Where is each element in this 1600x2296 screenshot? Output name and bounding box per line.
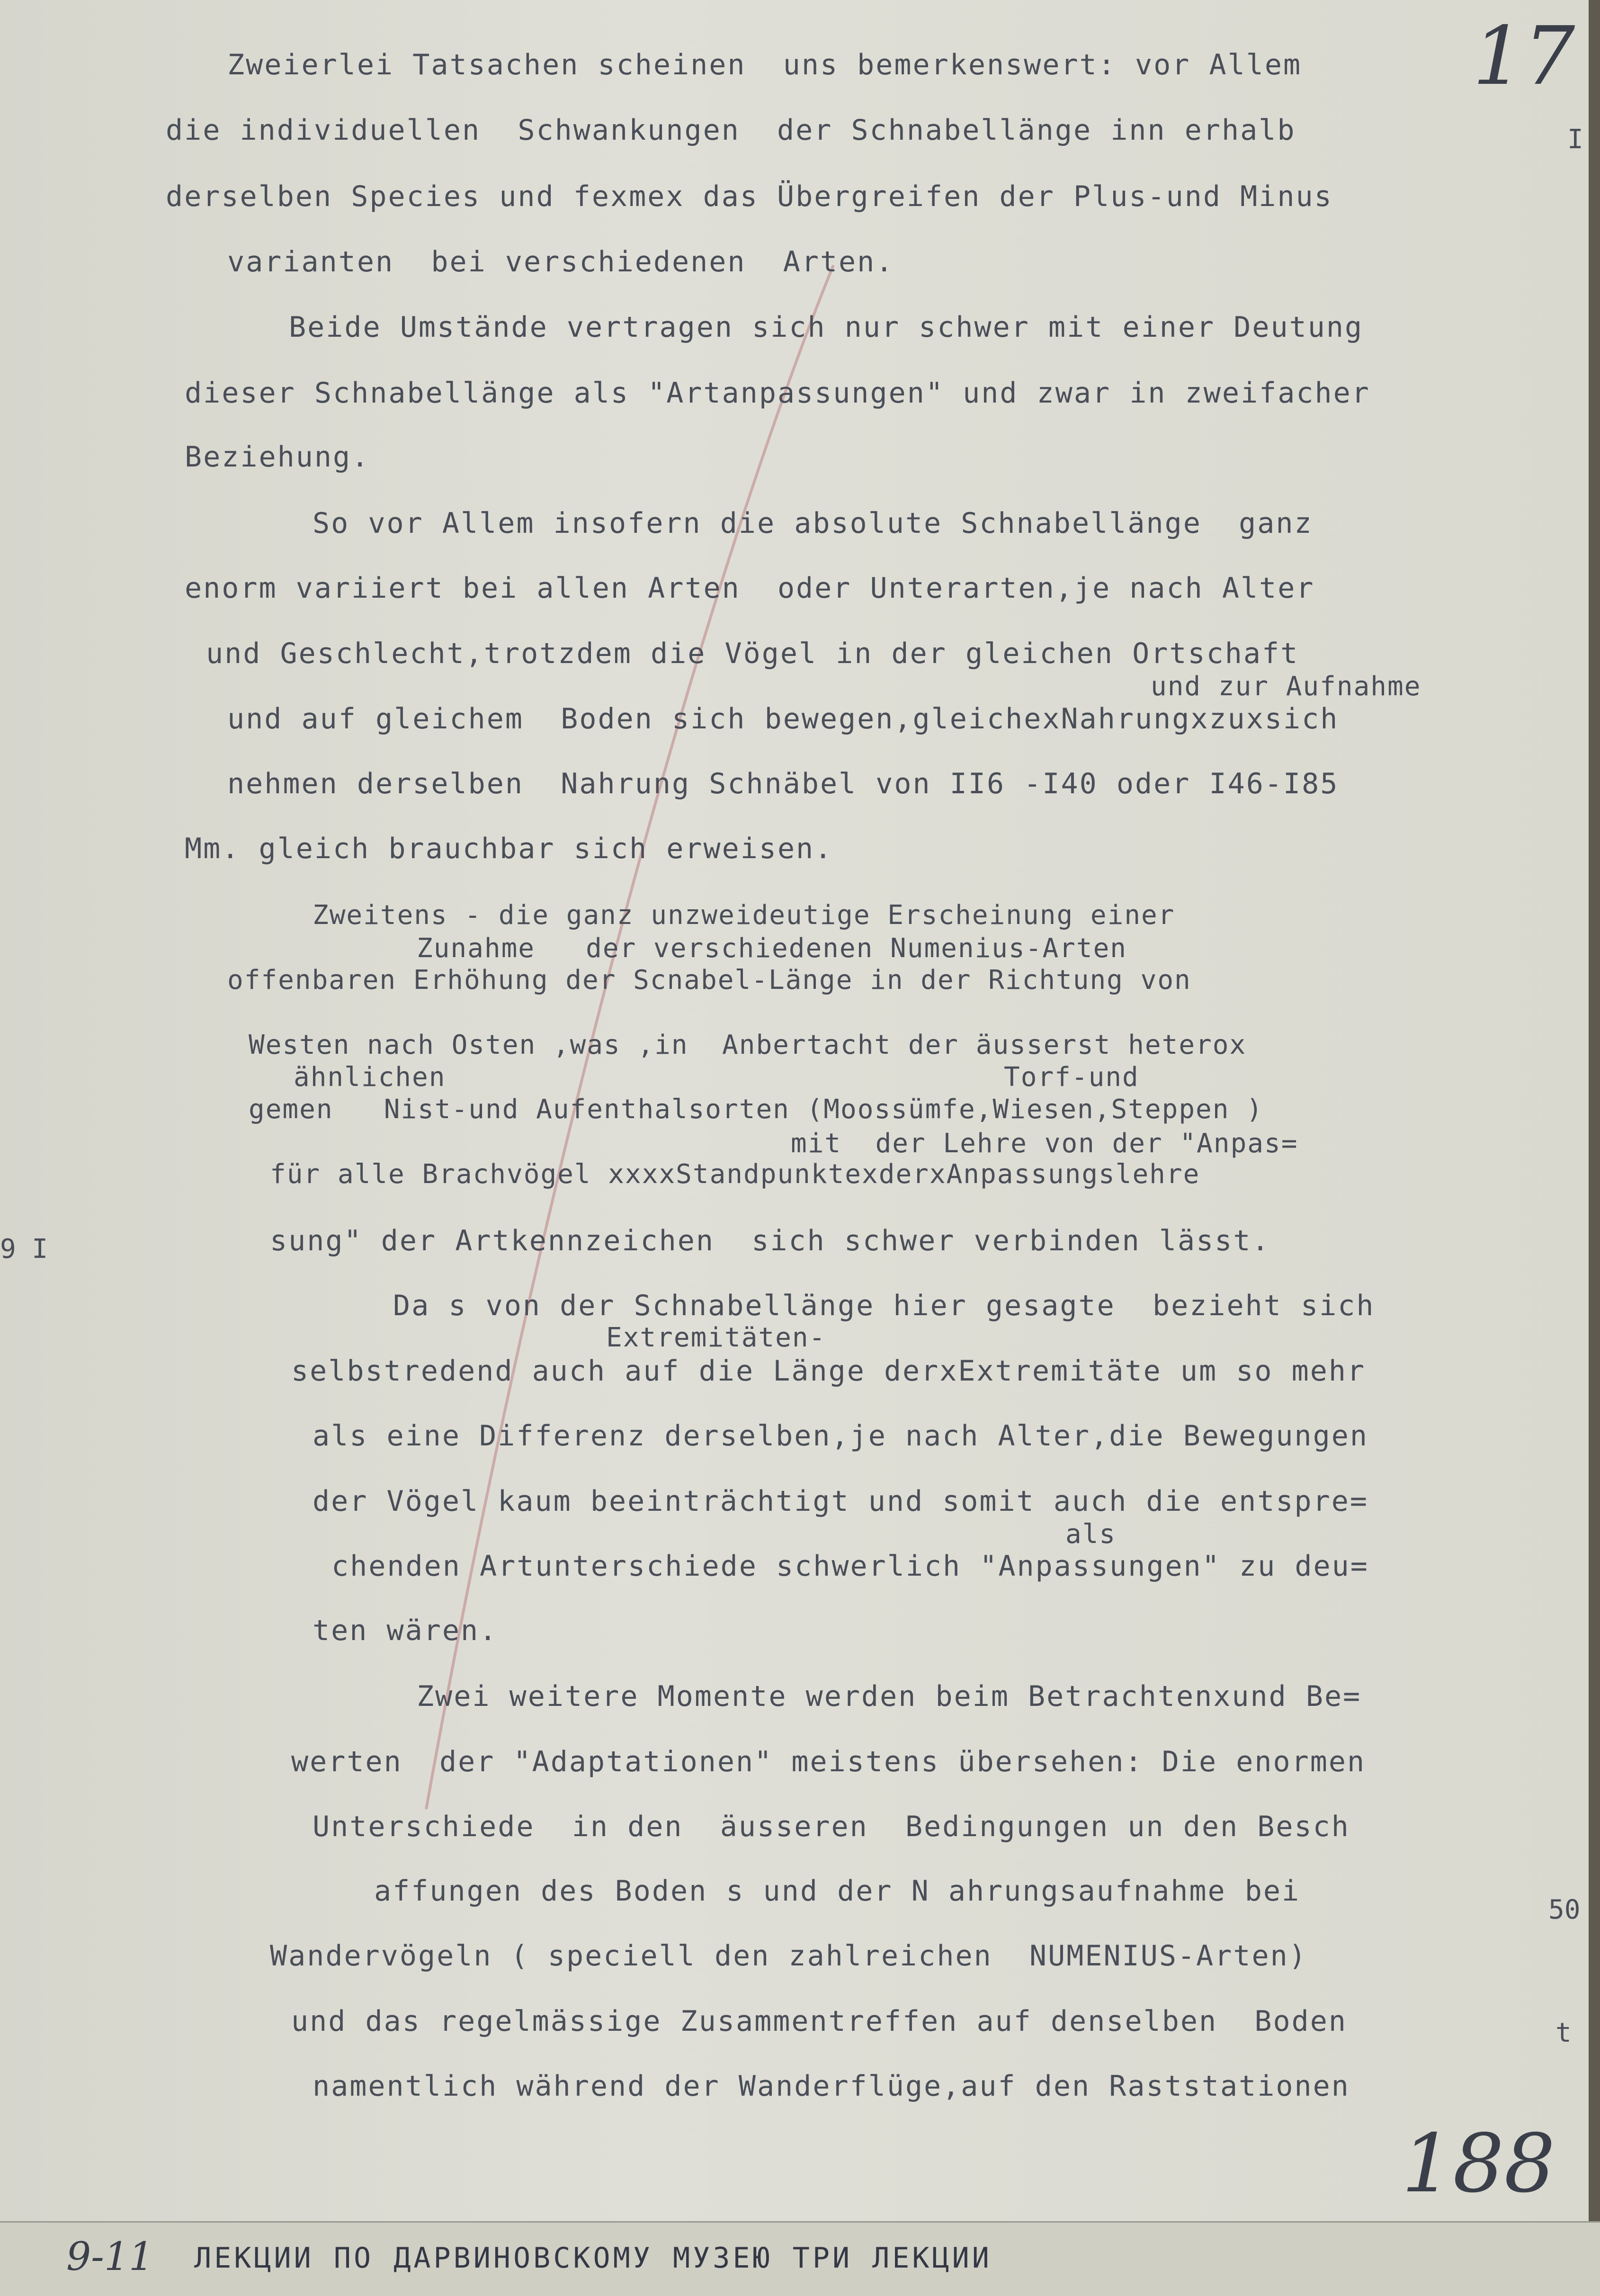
text-line: Beziehung.: [185, 440, 370, 474]
margin-mark: I: [1567, 124, 1583, 155]
text-line: ten wären.: [313, 1614, 498, 1647]
text-line: namentlich während der Wanderflüge,auf den Raststationen: [313, 2070, 1350, 2103]
margin-mark: t: [1555, 2018, 1572, 2048]
text-line: gemen Nist-und Aufenthalsorten (Moossümfe,Wiesen,Steppen ): [249, 1094, 1263, 1125]
text-line: varianten bei verschiedenen Arten.: [227, 245, 894, 278]
text-line: Mm. gleich brauchbar sich erweisen.: [185, 832, 833, 865]
text-line: der Vögel kaum beeinträchtigt und somit auch die entspre=: [313, 1485, 1369, 1518]
interlinear-insertion: Zunahme der verschiedenen Numenius-Arten: [417, 933, 1127, 964]
margin-mark: 9 I: [0, 1234, 48, 1265]
text-line: dieser Schnabellänge als "Artanpassungen" und zwar in zweifacher: [185, 377, 1370, 410]
text-line: Wandervögeln ( speciell den zahlreichen NUMENIUS-Arten): [270, 1939, 1307, 1973]
text-line: offenbaren Erhöhung der Scnabel-Länge in der Richtung von: [227, 965, 1191, 996]
text-line: Beide Umstände vertragen sich nur schwer mit einer Deutung: [289, 311, 1364, 344]
text-line: Zweitens - die ganz unzweideutige Erscheinung einer: [313, 900, 1175, 931]
text-line: Zweierlei Tatsachen scheinen uns bemerkenswert: vor Allem: [227, 48, 1302, 81]
text-line: die individuellen Schwankungen der Schnabellänge inn erhalb: [166, 114, 1296, 147]
interlinear-insertion: mit der Lehre von der "Anpas=: [791, 1128, 1298, 1159]
text-line: und das regelmässige Zusammentreffen auf denselben Boden: [291, 2005, 1348, 2038]
text-line: So vor Allem insofern die absolute Schnabellänge ganz: [313, 507, 1313, 540]
text-line: enorm variiert bei allen Arten oder Unterarten,je nach Alter: [185, 572, 1315, 605]
text-line: Zwei weitere Momente werden beim Betrachtenxund Be=: [417, 1680, 1362, 1713]
handwritten-folio-number: 17: [1473, 9, 1575, 103]
text-line: als eine Differenz derselben,je nach Alter,die Bewegungen: [313, 1419, 1369, 1453]
handwritten-reference: 9-11: [66, 2234, 154, 2279]
text-line: chenden Artunterschiede schwerlich "Anpassungen" zu deu=: [331, 1550, 1369, 1583]
interlinear-insertion: ähnlichen Torf-und: [294, 1062, 1139, 1093]
archive-label: ЛЕКЦИИ ПО ДАРВИНОВСКОМУ МУЗЕЮ ТРИ ЛЕКЦИИ: [194, 2242, 992, 2275]
text-line: derselben Species und fexmex das Übergreifen der Plus-und Minus: [166, 180, 1333, 213]
text-line: für alle Brachvögel xxxxStandpunktexderxAnpassungslehre: [270, 1159, 1200, 1190]
archive-label-strip: [0, 2221, 1600, 2296]
text-line: nehmen derselben Nahrung Schnäbel von II6 -I40 oder I46-I85: [227, 767, 1339, 800]
handwritten-page-number: 188: [1402, 2117, 1555, 2211]
interlinear-insertion: Extremitäten-: [606, 1322, 826, 1353]
text-line: und Geschlecht,trotzdem die Vögel in der gleichen Ortschaft: [206, 637, 1299, 670]
text-line: affungen des Boden s und der N ahrungsaufnahme bei: [374, 1874, 1301, 1908]
text-line: Da s von der Schnabellänge hier gesagte bezieht sich: [393, 1289, 1375, 1322]
text-line: Unterschiede in den äusseren Bedingungen un den Besch: [313, 1810, 1350, 1843]
interlinear-insertion: als: [1065, 1519, 1117, 1550]
margin-mark: 50: [1548, 1894, 1581, 1925]
interlinear-insertion: und zur Aufnahme: [1151, 671, 1421, 702]
text-line: werten der "Adaptationen" meistens übersehen: Die enormen: [291, 1745, 1366, 1778]
text-line: und auf gleichem Boden sich bewegen,gleichexNahrungxzuxsich: [227, 702, 1339, 735]
text-line: selbstredend auch auf die Länge derxExtremitäte um so mehr: [291, 1354, 1366, 1388]
text-line: sung" der Artkennzeichen sich schwer verbinden lässt.: [270, 1224, 1270, 1257]
text-line: Westen nach Osten ,was ,in Anbertacht der äusserst heterox: [249, 1030, 1247, 1060]
